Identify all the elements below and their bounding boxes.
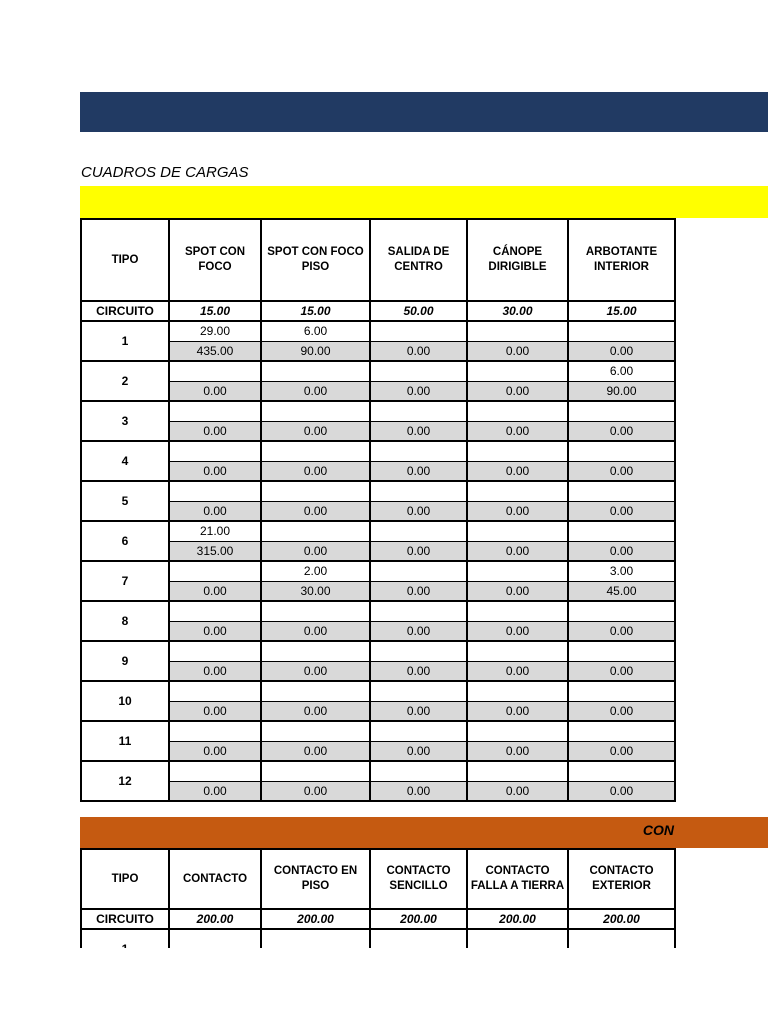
total-cell[interactable]: 90.00 [568, 381, 675, 401]
total-cell[interactable]: 0.00 [169, 501, 261, 521]
count-cell[interactable] [261, 401, 370, 421]
count-row [81, 401, 675, 421]
count-row [81, 521, 675, 541]
total-cell[interactable]: 0.00 [261, 461, 370, 481]
total-cell[interactable]: 0.00 [169, 381, 261, 401]
count-cell[interactable] [169, 561, 261, 581]
total-cell[interactable]: 0.00 [568, 621, 675, 641]
count-cell[interactable]: 6.00 [568, 361, 675, 381]
count-cell[interactable] [370, 481, 467, 501]
count-cell[interactable] [169, 601, 261, 621]
count-cell[interactable] [467, 521, 568, 541]
circuit-row [81, 909, 675, 929]
count-row [81, 929, 675, 949]
count-cell[interactable]: 2.00 [261, 561, 370, 581]
total-cell[interactable]: 435.00 [169, 341, 261, 361]
total-cell[interactable]: 0.00 [370, 581, 467, 601]
total-cell[interactable]: 0.00 [467, 701, 568, 721]
count-row [81, 601, 675, 621]
total-cell[interactable]: 0.00 [370, 781, 467, 801]
total-cell[interactable]: 0.00 [169, 421, 261, 441]
total-cell[interactable]: 0.00 [568, 421, 675, 441]
total-row [81, 541, 675, 561]
count-cell[interactable]: 6.00 [261, 321, 370, 341]
total-cell[interactable]: 0.00 [370, 501, 467, 521]
column-header: TIPO [81, 849, 169, 909]
total-row [81, 381, 675, 401]
total-cell[interactable]: 0.00 [370, 541, 467, 561]
count-cell[interactable] [467, 481, 568, 501]
count-cell[interactable] [261, 481, 370, 501]
total-cell[interactable]: 0.00 [467, 501, 568, 521]
total-cell[interactable]: 0.00 [169, 581, 261, 601]
count-cell[interactable] [370, 361, 467, 381]
total-cell[interactable]: 0.00 [467, 541, 568, 561]
count-cell[interactable] [169, 481, 261, 501]
circuit-number: 7 [81, 561, 169, 601]
total-cell[interactable]: 0.00 [467, 581, 568, 601]
count-cell[interactable] [261, 441, 370, 461]
count-cell[interactable] [370, 761, 467, 781]
total-cell[interactable]: 0.00 [467, 341, 568, 361]
total-cell[interactable]: 0.00 [169, 781, 261, 801]
circuit-value[interactable]: 200.00 [467, 909, 568, 929]
count-cell[interactable] [169, 441, 261, 461]
count-row [81, 681, 675, 701]
total-row [81, 621, 675, 641]
count-cell[interactable] [467, 361, 568, 381]
count-cell[interactable] [370, 681, 467, 701]
count-cell[interactable] [169, 641, 261, 661]
count-cell[interactable] [467, 761, 568, 781]
count-row [81, 561, 675, 581]
circuit-number: 3 [81, 401, 169, 441]
count-cell[interactable] [568, 721, 675, 741]
count-cell[interactable] [169, 761, 261, 781]
circuit-value[interactable]: 200.00 [261, 909, 370, 929]
circuit-number: 10 [81, 681, 169, 721]
total-cell[interactable]: 0.00 [370, 381, 467, 401]
count-cell[interactable] [261, 601, 370, 621]
total-cell[interactable]: 0.00 [261, 701, 370, 721]
circuit-label: CIRCUITO [81, 909, 169, 929]
count-cell[interactable] [467, 441, 568, 461]
total-row [81, 501, 675, 521]
total-cell[interactable]: 0.00 [370, 621, 467, 641]
header-row [81, 219, 675, 301]
highlight-bar [80, 186, 768, 218]
column-header: CÁNOPE DIRIGIBLE [467, 219, 568, 301]
circuit-value[interactable]: 30.00 [467, 301, 568, 321]
circuit-value[interactable]: 200.00 [370, 909, 467, 929]
circuit-number: 8 [81, 601, 169, 641]
circuit-number: 5 [81, 481, 169, 521]
count-cell[interactable] [261, 929, 370, 949]
count-cell[interactable] [467, 641, 568, 661]
column-header: CONTACTO EXTERIOR [568, 849, 675, 909]
total-cell[interactable]: 0.00 [169, 741, 261, 761]
count-cell[interactable] [568, 441, 675, 461]
count-cell[interactable] [568, 681, 675, 701]
circuit-value[interactable]: 15.00 [568, 301, 675, 321]
count-row [81, 481, 675, 501]
count-cell[interactable] [467, 681, 568, 701]
count-cell[interactable] [568, 929, 675, 949]
count-cell[interactable] [467, 561, 568, 581]
count-cell[interactable] [467, 601, 568, 621]
count-cell[interactable] [370, 721, 467, 741]
circuit-value[interactable]: 15.00 [261, 301, 370, 321]
count-cell[interactable] [467, 401, 568, 421]
count-cell[interactable] [370, 401, 467, 421]
total-cell[interactable]: 0.00 [467, 461, 568, 481]
circuit-number: 2 [81, 361, 169, 401]
count-cell[interactable] [370, 521, 467, 541]
total-cell[interactable]: 0.00 [261, 781, 370, 801]
circuit-number: 12 [81, 761, 169, 801]
circuit-number: 4 [81, 441, 169, 481]
total-cell[interactable]: 0.00 [370, 661, 467, 681]
total-cell[interactable]: 0.00 [467, 421, 568, 441]
total-cell[interactable]: 0.00 [261, 501, 370, 521]
count-cell[interactable] [169, 929, 261, 949]
total-cell[interactable]: 0.00 [370, 461, 467, 481]
header-row [81, 849, 675, 909]
circuit-value[interactable]: 200.00 [169, 909, 261, 929]
count-cell[interactable] [261, 761, 370, 781]
total-cell[interactable]: 0.00 [568, 501, 675, 521]
total-cell[interactable]: 0.00 [467, 381, 568, 401]
count-cell[interactable] [169, 681, 261, 701]
count-cell[interactable]: 3.00 [568, 561, 675, 581]
total-cell[interactable]: 0.00 [467, 741, 568, 761]
total-cell[interactable]: 0.00 [467, 661, 568, 681]
count-cell[interactable] [467, 929, 568, 949]
count-row [81, 641, 675, 661]
circuit-value[interactable]: 15.00 [169, 301, 261, 321]
column-header: ARBOTANTE INTERIOR [568, 219, 675, 301]
total-cell[interactable]: 90.00 [261, 341, 370, 361]
column-header: SALIDA DE CENTRO [370, 219, 467, 301]
total-cell[interactable]: 0.00 [568, 781, 675, 801]
count-row [81, 321, 675, 341]
total-cell[interactable]: 0.00 [467, 781, 568, 801]
column-header: SPOT CON FOCO [169, 219, 261, 301]
total-cell[interactable]: 0.00 [370, 701, 467, 721]
count-cell[interactable] [467, 321, 568, 341]
count-cell[interactable] [261, 721, 370, 741]
total-row [81, 781, 675, 801]
count-cell[interactable] [370, 321, 467, 341]
total-cell[interactable]: 0.00 [261, 421, 370, 441]
total-cell[interactable]: 0.00 [467, 621, 568, 641]
total-cell[interactable]: 0.00 [568, 741, 675, 761]
total-cell[interactable]: 0.00 [370, 421, 467, 441]
section-title: CUADROS DE CARGAS [81, 164, 249, 181]
total-row [81, 341, 675, 361]
count-cell[interactable] [568, 521, 675, 541]
circuit-number: 11 [81, 721, 169, 761]
total-row [81, 581, 675, 601]
total-cell[interactable]: 45.00 [568, 581, 675, 601]
count-cell[interactable] [568, 321, 675, 341]
total-cell[interactable]: 0.00 [568, 701, 675, 721]
column-header: TIPO [81, 219, 169, 301]
page-bottom-margin [0, 948, 768, 1024]
count-cell[interactable] [261, 641, 370, 661]
count-cell[interactable] [169, 721, 261, 741]
count-row [81, 721, 675, 741]
total-cell[interactable]: 0.00 [370, 341, 467, 361]
total-cell[interactable]: 0.00 [568, 341, 675, 361]
circuit-number: 1 [81, 321, 169, 361]
circuit-number: 6 [81, 521, 169, 561]
count-cell[interactable] [261, 361, 370, 381]
total-cell[interactable]: 0.00 [169, 661, 261, 681]
total-cell[interactable]: 0.00 [169, 461, 261, 481]
total-cell[interactable]: 0.00 [568, 461, 675, 481]
column-header: SPOT CON FOCO PISO [261, 219, 370, 301]
total-cell[interactable]: 0.00 [261, 621, 370, 641]
count-cell[interactable] [261, 681, 370, 701]
circuit-value[interactable]: 200.00 [568, 909, 675, 929]
count-cell[interactable] [370, 441, 467, 461]
column-header: CONTACTO [169, 849, 261, 909]
total-cell[interactable]: 0.00 [169, 621, 261, 641]
count-cell[interactable] [370, 929, 467, 949]
total-cell[interactable]: 0.00 [568, 661, 675, 681]
circuit-number: 9 [81, 641, 169, 681]
circuit-label: CIRCUITO [81, 301, 169, 321]
column-header: CONTACTO FALLA A TIERRA [467, 849, 568, 909]
count-cell[interactable] [370, 641, 467, 661]
column-header: CONTACTO EN PISO [261, 849, 370, 909]
count-cell[interactable]: 29.00 [169, 321, 261, 341]
count-cell[interactable] [568, 401, 675, 421]
total-cell[interactable]: 0.00 [370, 741, 467, 761]
count-cell[interactable] [370, 561, 467, 581]
total-cell[interactable]: 0.00 [261, 741, 370, 761]
load-table-lighting [80, 218, 676, 802]
column-header: CONTACTO SENCILLO [370, 849, 467, 909]
total-row [81, 461, 675, 481]
header-bar [80, 92, 768, 132]
circuit-value[interactable]: 50.00 [370, 301, 467, 321]
count-cell[interactable] [169, 401, 261, 421]
count-row [81, 761, 675, 781]
total-cell[interactable]: 0.00 [261, 381, 370, 401]
count-cell[interactable] [568, 601, 675, 621]
total-cell[interactable]: 0.00 [261, 541, 370, 561]
total-row [81, 661, 675, 681]
count-row [81, 441, 675, 461]
total-cell[interactable]: 0.00 [169, 701, 261, 721]
total-cell[interactable]: 0.00 [568, 541, 675, 561]
total-cell[interactable]: 315.00 [169, 541, 261, 561]
count-row [81, 361, 675, 381]
total-row [81, 701, 675, 721]
total-cell[interactable]: 30.00 [261, 581, 370, 601]
circuit-row [81, 301, 675, 321]
count-cell[interactable] [261, 521, 370, 541]
count-cell[interactable] [568, 481, 675, 501]
count-cell[interactable] [568, 761, 675, 781]
count-cell[interactable] [370, 601, 467, 621]
count-cell[interactable] [169, 361, 261, 381]
count-cell[interactable] [568, 641, 675, 661]
count-cell[interactable] [467, 721, 568, 741]
count-cell[interactable]: 21.00 [169, 521, 261, 541]
total-cell[interactable]: 0.00 [261, 661, 370, 681]
total-row [81, 421, 675, 441]
section-label-contacts: CON [642, 822, 674, 838]
total-row [81, 741, 675, 761]
